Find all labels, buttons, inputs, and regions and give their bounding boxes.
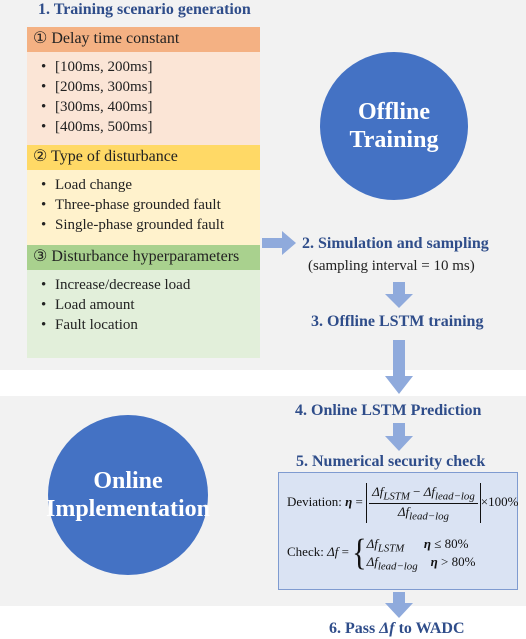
list-item: • Load amount bbox=[41, 295, 260, 315]
deviation-formula bbox=[287, 483, 518, 523]
check-label: Check: bbox=[287, 543, 324, 559]
fraction-denominator bbox=[369, 504, 478, 523]
times-100-percent: ×100% bbox=[480, 494, 519, 510]
security-check-box bbox=[278, 472, 518, 590]
condition-low: ≤ 80% bbox=[434, 536, 469, 551]
step6-prefix: 6. Pass bbox=[329, 620, 380, 637]
check-formula bbox=[287, 531, 476, 573]
section-hyperparameters-heading: ③ Disturbance hyperparameters bbox=[27, 245, 260, 270]
section-delay-heading: ① Delay time constant bbox=[27, 27, 260, 52]
list-item: • Increase/decrease load bbox=[41, 275, 260, 295]
step6-symbol: Δf bbox=[379, 620, 395, 637]
list-item: • Three-phase grounded fault bbox=[41, 195, 260, 215]
minus-sign: − bbox=[409, 484, 424, 499]
list-item: • [300ms, 400ms] bbox=[41, 97, 260, 117]
arrow-down-icon bbox=[385, 282, 413, 308]
section-disturbance-heading: ② Type of disturbance bbox=[27, 145, 260, 170]
step-simulation-interval: (sampling interval = 10 ms) bbox=[308, 258, 475, 274]
step-online-prediction: 4. Online LSTM Prediction bbox=[295, 402, 482, 419]
step-simulation: 2. Simulation and sampling bbox=[302, 235, 489, 252]
absolute-value bbox=[366, 483, 481, 523]
arrow-down-icon bbox=[385, 340, 413, 394]
list-item: • [400ms, 500ms] bbox=[41, 117, 260, 137]
subscript-leadlag: lead−log bbox=[434, 490, 475, 503]
case-lstm bbox=[367, 535, 476, 553]
eta-symbol: η bbox=[430, 554, 438, 569]
arrow-down-icon bbox=[385, 423, 413, 451]
online-label-line1: Online bbox=[93, 467, 163, 494]
subscript-lstm: LSTM bbox=[383, 490, 410, 503]
list-item: • [200ms, 300ms] bbox=[41, 77, 260, 97]
subscript-lstm: LSTM bbox=[377, 542, 405, 555]
deviation-label: Deviation: bbox=[287, 494, 342, 510]
list-item: • Load change bbox=[41, 175, 260, 195]
delta-f: Δf bbox=[366, 554, 378, 569]
brace-icon: { bbox=[352, 531, 367, 573]
cases bbox=[367, 535, 476, 571]
online-implementation-circle bbox=[48, 415, 208, 575]
delta-f: Δf bbox=[397, 503, 410, 519]
equals-sign: = bbox=[352, 494, 367, 510]
arrow-down-icon bbox=[385, 592, 413, 618]
list-item: • Fault location bbox=[41, 315, 260, 335]
delta-f: Δf bbox=[372, 484, 384, 499]
arrow-right-icon bbox=[262, 231, 296, 255]
offline-label-line1: Offline bbox=[358, 98, 430, 125]
eta-symbol: η bbox=[345, 494, 353, 510]
list-item: • Single-phase grounded fault bbox=[41, 215, 260, 235]
subscript-leadlag: lead−log bbox=[409, 510, 449, 523]
delta-f: Δf bbox=[366, 536, 378, 551]
online-label-line2: Implementation bbox=[46, 496, 210, 522]
subscript-leadlag: lead−log bbox=[377, 560, 418, 573]
offline-label-line2: Training bbox=[349, 127, 439, 153]
equals-sign: = bbox=[338, 543, 353, 559]
eta-symbol: η bbox=[423, 536, 431, 551]
step-security-check: 5. Numerical security check bbox=[296, 453, 486, 470]
fraction bbox=[369, 484, 478, 522]
fraction-numerator bbox=[369, 484, 478, 504]
step-offline-lstm: 3. Offline LSTM training bbox=[311, 313, 484, 330]
scenario-title: 1. Training scenario generation bbox=[38, 1, 251, 18]
condition-high: > 80% bbox=[441, 554, 476, 569]
step-pass-to-wadc bbox=[329, 620, 465, 638]
delta-f: Δf bbox=[423, 484, 435, 499]
delta-f: Δf bbox=[327, 543, 339, 559]
step6-suffix: to WADC bbox=[394, 620, 465, 637]
list-item: • [100ms, 200ms] bbox=[41, 57, 260, 77]
case-leadlag bbox=[367, 553, 476, 571]
